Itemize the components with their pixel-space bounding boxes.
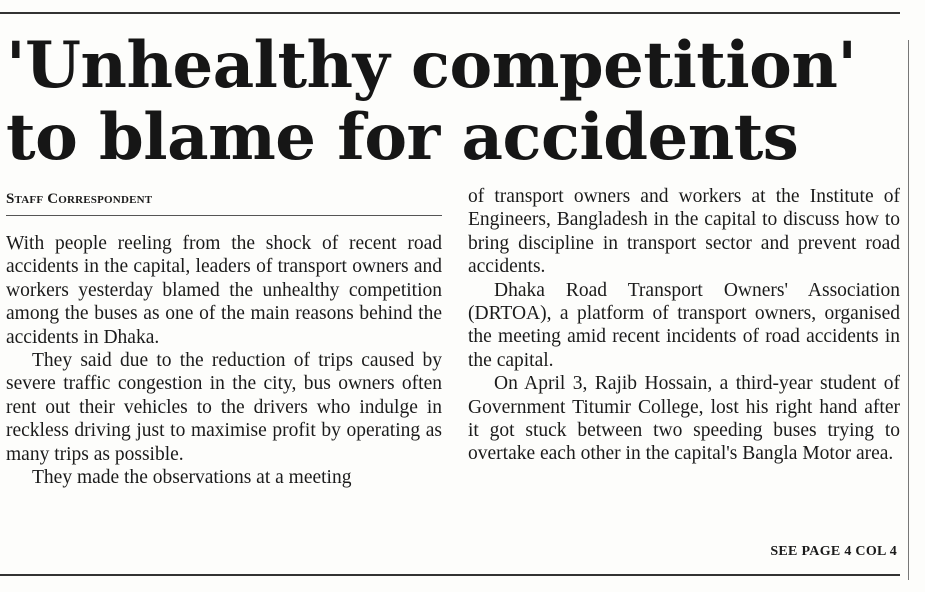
headline: 'Unhealthy competition' to blame for accidents xyxy=(6,28,857,175)
paragraph: On April 3, Rajib Hossain, a third-year student of Government Titumir College, lost his right hand after it got stuck between two speeding buses trying to overtake each other in the capital's Bangla Motor area. xyxy=(468,373,900,465)
bottom-rule xyxy=(0,574,900,576)
continued-jump-line: SEE PAGE 4 COL 4 xyxy=(770,544,897,559)
paragraph: of transport owners and workers at the Institute of Engineers, Bangladesh in the capital to discuss how to bring discipline in transport sector and prevent road accidents. xyxy=(468,186,900,278)
byline-rule xyxy=(6,215,442,216)
top-rule xyxy=(0,12,900,14)
left-column xyxy=(6,232,442,489)
paragraph: They said due to the reduction of trips caused by severe traffic congestion in the city, bus owners often rent out their vehicles to the drivers who indulge in reckless driving just to maximise profit by operating as many trips as possible. xyxy=(6,350,442,465)
paragraph: With people reeling from the shock of recent road accidents in the capital, leaders of transport owners and workers yesterday blamed the unhealthy competition among the buses as one of the main reasons behind the accidents in Dhaka. xyxy=(6,233,442,348)
paragraph: Dhaka Road Transport Owners' Association (DRTOA), a platform of transport owners, organised the meeting amid recent incidents of road accidents in the capital. xyxy=(468,279,900,371)
column-divider-rule xyxy=(908,40,909,580)
byline: Staff Correspondent xyxy=(6,191,153,207)
right-column xyxy=(468,185,900,466)
paragraph: They made the observations at a meeting xyxy=(32,467,352,489)
